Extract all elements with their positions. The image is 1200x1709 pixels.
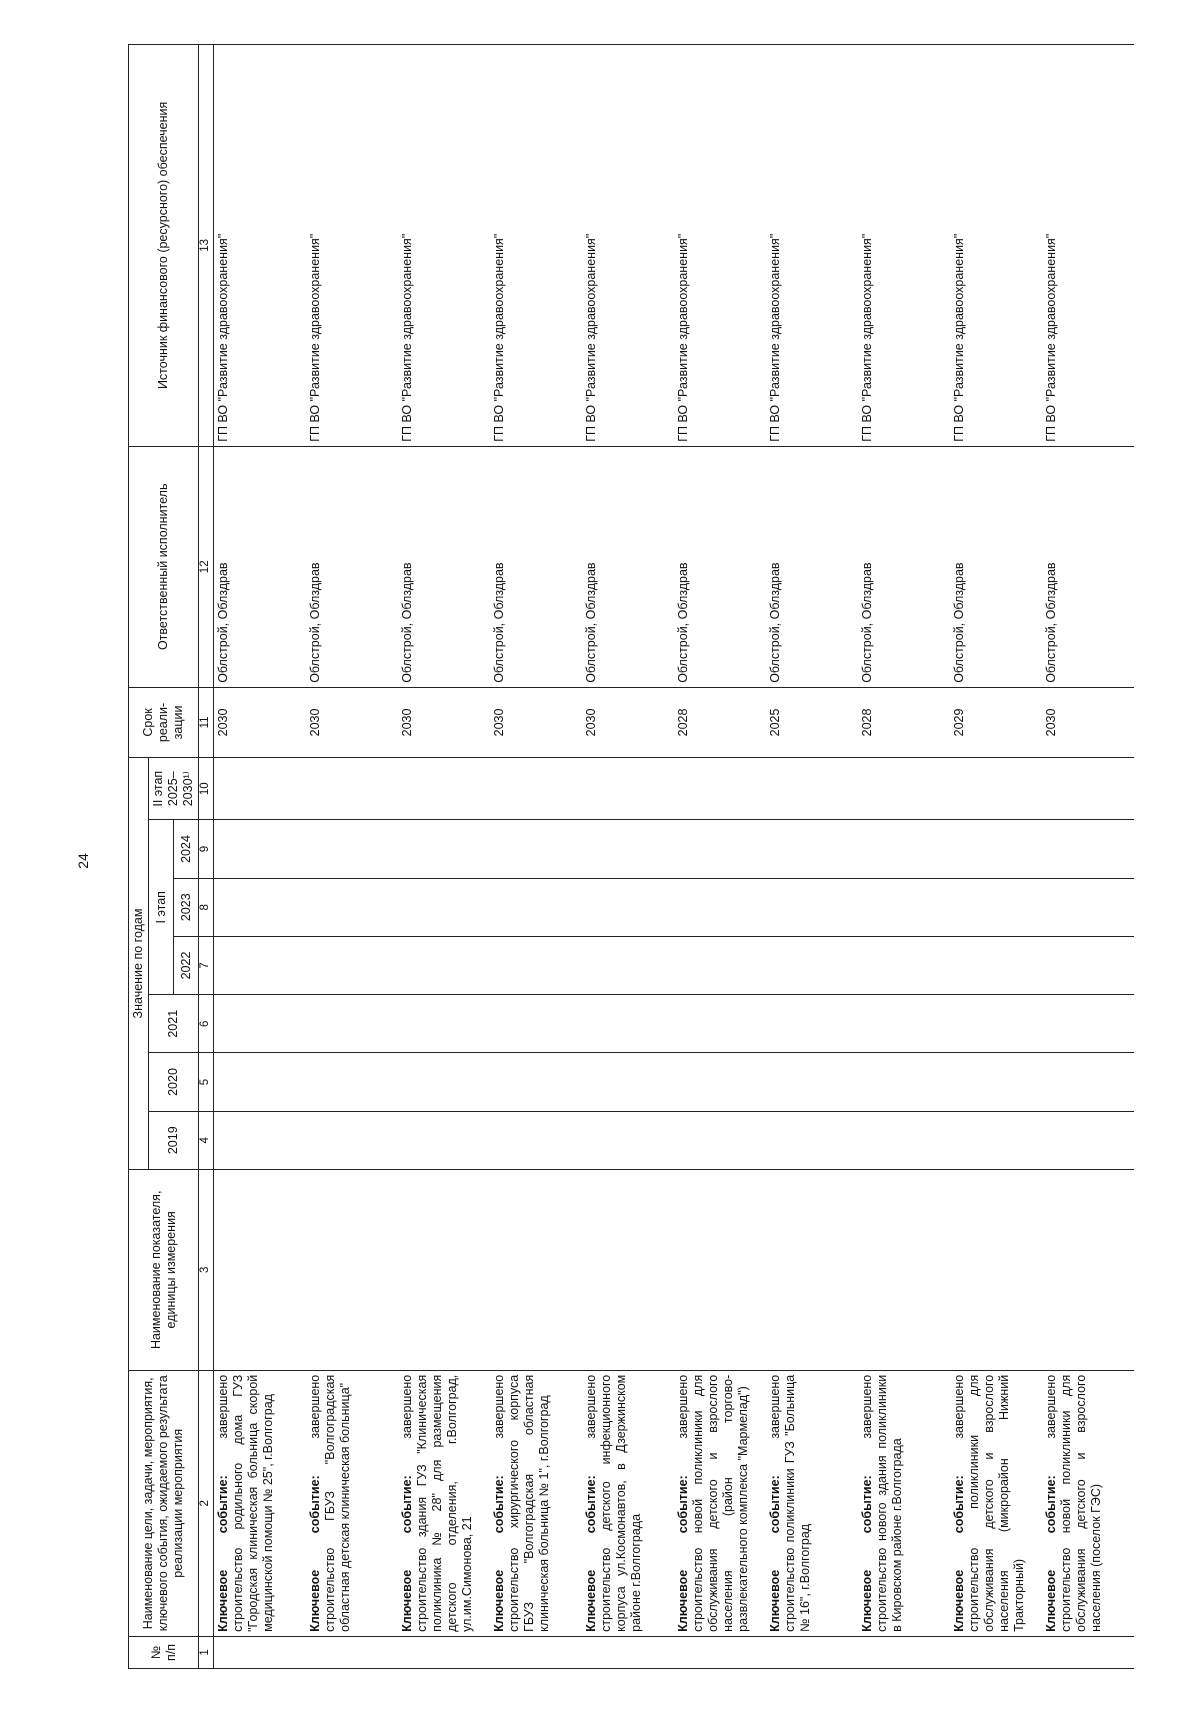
- cell-executor: Облстрой, Облздрав: [490, 446, 582, 687]
- cell-num: [398, 1636, 490, 1668]
- table-row: [1042, 45, 1134, 1669]
- cell-2024: [766, 820, 858, 878]
- cell-num: [674, 1636, 766, 1668]
- key-event-label: Ключевое событие:: [676, 1475, 690, 1632]
- cell-executor: Облстрой, Облздрав: [1042, 446, 1134, 687]
- cell-source: ГП ВО "Развитие здравоохранения": [766, 45, 858, 447]
- cell-2020: [674, 1053, 766, 1111]
- cell-2019: [306, 1111, 398, 1169]
- column-number: 11: [199, 687, 214, 757]
- cell-2019: [582, 1111, 674, 1169]
- header-year-2021: 2021: [149, 995, 199, 1053]
- cell-indicator: [950, 1169, 1042, 1370]
- cell-executor: Облстрой, Облздрав: [398, 446, 490, 687]
- cell-2023: [306, 878, 398, 936]
- cell-deadline: 2025: [766, 687, 858, 757]
- cell-description: [674, 1370, 766, 1636]
- cell-executor: Облстрой, Облздрав: [214, 446, 307, 687]
- cell-description: [490, 1370, 582, 1636]
- cell-indicator: [858, 1169, 950, 1370]
- cell-description: [214, 1370, 307, 1636]
- header-year-2023: 2023: [174, 878, 199, 936]
- cell-source: ГП ВО "Развитие здравоохранения": [214, 45, 307, 447]
- cell-num: [582, 1636, 674, 1668]
- cell-2022: [306, 936, 398, 994]
- table-row: [582, 45, 674, 1669]
- cell-num: [306, 1636, 398, 1668]
- cell-2019: [950, 1111, 1042, 1169]
- header-executor: Ответственный исполнитель: [129, 446, 199, 687]
- cell-indicator: [398, 1169, 490, 1370]
- key-event-text: завершено строительство нового здания поликлиники в Кировском районе г.Волгограда: [860, 1374, 904, 1632]
- cell-2024: [582, 820, 674, 878]
- key-event-label: Ключевое событие:: [308, 1475, 322, 1632]
- cell-stage-2: [858, 758, 950, 820]
- cell-stage-2: [1042, 758, 1134, 820]
- cell-2023: [214, 878, 307, 936]
- key-event-label: Ключевое событие:: [584, 1475, 598, 1632]
- cell-executor: Облстрой, Облздрав: [950, 446, 1042, 687]
- cell-2019: [1042, 1111, 1134, 1169]
- key-event-text: завершено строительство поликлиники ГУЗ "Больница № 16", г.Волгоград: [768, 1374, 812, 1632]
- cell-2023: [582, 878, 674, 936]
- cell-description: [1042, 1370, 1134, 1636]
- cell-2022: [674, 936, 766, 994]
- cell-2022: [582, 936, 674, 994]
- column-number: 4: [199, 1111, 214, 1169]
- cell-deadline: 2028: [674, 687, 766, 757]
- cell-2022: [214, 936, 307, 994]
- table-row: [490, 45, 582, 1669]
- cell-2021: [858, 995, 950, 1053]
- header-values-by-year: Значение по годам: [129, 758, 149, 1170]
- cell-num: [1042, 1636, 1134, 1668]
- cell-stage-2: [214, 758, 307, 820]
- header-deadline: Срок реали- зации: [129, 687, 199, 757]
- cell-2020: [858, 1053, 950, 1111]
- cell-2021: [306, 995, 398, 1053]
- cell-indicator: [490, 1169, 582, 1370]
- cell-2023: [674, 878, 766, 936]
- cell-2024: [306, 820, 398, 878]
- cell-source: ГП ВО "Развитие здравоохранения": [490, 45, 582, 447]
- cell-2021: [490, 995, 582, 1053]
- table-row: [766, 45, 858, 1669]
- table-row: [674, 45, 766, 1669]
- cell-indicator: [306, 1169, 398, 1370]
- cell-2023: [490, 878, 582, 936]
- key-event-text: завершено строительство хирургического корпуса ГБУЗ "Волгоградская областная клиническая больница № 1", г.Волгоград: [492, 1374, 551, 1632]
- column-number: 12: [199, 446, 214, 687]
- cell-2021: [214, 995, 307, 1053]
- cell-source: ГП ВО "Развитие здравоохранения": [858, 45, 950, 447]
- cell-2019: [674, 1111, 766, 1169]
- cell-2019: [214, 1111, 307, 1169]
- cell-executor: Облстрой, Облздрав: [582, 446, 674, 687]
- cell-2021: [950, 995, 1042, 1053]
- key-event-text: завершено строительство новой поликлиники для обслуживания детского и взрослого населения (район торгово-развлекательного комплекса "Мармелад"): [676, 1374, 750, 1632]
- cell-2024: [398, 820, 490, 878]
- table-row: [950, 45, 1042, 1669]
- cell-source: ГП ВО "Развитие здравоохранения": [398, 45, 490, 447]
- header-stage-1: I этап: [149, 820, 174, 995]
- cell-2022: [398, 936, 490, 994]
- key-event-text: завершено строительство ГБУЗ "Волгоградская областная детская клиническая больница": [308, 1374, 352, 1632]
- key-event-label: Ключевое событие:: [860, 1475, 874, 1632]
- header-name: Наименование цели, задачи, мероприятия, ключевого события, ожидаемого результата реализации мероприятия: [129, 1370, 199, 1636]
- key-event-label: Ключевое событие:: [400, 1475, 414, 1632]
- cell-source: ГП ВО "Развитие здравоохранения": [582, 45, 674, 447]
- column-number: 8: [199, 878, 214, 936]
- cell-indicator: [582, 1169, 674, 1370]
- plan-table: [128, 44, 1134, 1669]
- page-number: 24: [74, 853, 91, 869]
- cell-deadline: 2030: [398, 687, 490, 757]
- table-row: [214, 45, 307, 1669]
- cell-2024: [858, 820, 950, 878]
- column-number: 13: [199, 45, 214, 447]
- column-number: 10: [199, 758, 214, 820]
- key-event-label: Ключевое событие:: [1044, 1475, 1058, 1632]
- cell-executor: Облстрой, Облздрав: [766, 446, 858, 687]
- cell-2019: [490, 1111, 582, 1169]
- key-event-label: Ключевое событие:: [216, 1475, 230, 1632]
- header-stage-2: II этап 2025– 2030¹⁾: [149, 758, 199, 820]
- cell-source: ГП ВО "Развитие здравоохранения": [1042, 45, 1134, 447]
- cell-2019: [766, 1111, 858, 1169]
- cell-2024: [490, 820, 582, 878]
- cell-num: [950, 1636, 1042, 1668]
- key-event-label: Ключевое событие:: [492, 1475, 506, 1632]
- cell-deadline: 2030: [306, 687, 398, 757]
- cell-stage-2: [950, 758, 1042, 820]
- cell-deadline: 2030: [214, 687, 307, 757]
- cell-2023: [858, 878, 950, 936]
- column-number: 5: [199, 1053, 214, 1111]
- cell-stage-2: [306, 758, 398, 820]
- cell-deadline: 2030: [582, 687, 674, 757]
- cell-2022: [1042, 936, 1134, 994]
- table-row: [398, 45, 490, 1669]
- cell-2022: [766, 936, 858, 994]
- cell-2023: [950, 878, 1042, 936]
- header-indicator: Наименование показателя, единицы измерения: [129, 1169, 199, 1370]
- cell-2021: [674, 995, 766, 1053]
- key-event-text: завершено строительство поликлиники для обслуживания детского и взрослого населения (микрорайон Нижний Тракторный): [952, 1374, 1026, 1632]
- cell-2020: [490, 1053, 582, 1111]
- header-year-2020: 2020: [149, 1053, 199, 1111]
- cell-description: [950, 1370, 1042, 1636]
- cell-stage-2: [766, 758, 858, 820]
- cell-description: [858, 1370, 950, 1636]
- key-event-text: завершено строительство здания ГУЗ "Клиническая поликлиника № 28" для размещения детского отделения, г.Волгоград, ул.им.Симонова, 21: [400, 1374, 474, 1632]
- column-number: 7: [199, 936, 214, 994]
- header-num: № п/п: [129, 1636, 199, 1668]
- cell-2024: [1042, 820, 1134, 878]
- cell-description: [398, 1370, 490, 1636]
- key-event-label: Ключевое событие:: [952, 1475, 966, 1632]
- header-source: Источник финансового (ресурсного) обеспечения: [129, 45, 199, 447]
- column-number: 6: [199, 995, 214, 1053]
- column-number: 3: [199, 1169, 214, 1370]
- cell-description: [306, 1370, 398, 1636]
- cell-deadline: 2030: [490, 687, 582, 757]
- cell-num: [766, 1636, 858, 1668]
- cell-stage-2: [398, 758, 490, 820]
- cell-2021: [398, 995, 490, 1053]
- cell-indicator: [766, 1169, 858, 1370]
- cell-stage-2: [582, 758, 674, 820]
- cell-description: [766, 1370, 858, 1636]
- column-number: 9: [199, 820, 214, 878]
- cell-deadline: 2029: [950, 687, 1042, 757]
- cell-source: ГП ВО "Развитие здравоохранения": [950, 45, 1042, 447]
- cell-2023: [1042, 878, 1134, 936]
- header-year-2022: 2022: [174, 936, 199, 994]
- column-number: 1: [199, 1636, 214, 1668]
- cell-num: [858, 1636, 950, 1668]
- cell-2022: [950, 936, 1042, 994]
- cell-executor: Облстрой, Облздрав: [306, 446, 398, 687]
- cell-2020: [582, 1053, 674, 1111]
- cell-stage-2: [674, 758, 766, 820]
- header-year-2024: 2024: [174, 820, 199, 878]
- cell-2024: [214, 820, 307, 878]
- cell-2019: [858, 1111, 950, 1169]
- cell-indicator: [214, 1169, 307, 1370]
- cell-2020: [214, 1053, 307, 1111]
- cell-2024: [674, 820, 766, 878]
- cell-2021: [766, 995, 858, 1053]
- cell-deadline: 2030: [1042, 687, 1134, 757]
- cell-2022: [490, 936, 582, 994]
- cell-executor: Облстрой, Облздрав: [858, 446, 950, 687]
- cell-executor: Облстрой, Облздрав: [674, 446, 766, 687]
- cell-stage-2: [490, 758, 582, 820]
- cell-num: [214, 1636, 307, 1668]
- cell-2020: [1042, 1053, 1134, 1111]
- key-event-text: завершено строительство новой поликлиники для обслуживания детского и взрослого населения (поселок ГЭС): [1044, 1374, 1103, 1632]
- header-year-2019: 2019: [149, 1111, 199, 1169]
- cell-description: [582, 1370, 674, 1636]
- column-number: 2: [199, 1370, 214, 1636]
- cell-2023: [766, 878, 858, 936]
- cell-2020: [950, 1053, 1042, 1111]
- table-row: [858, 45, 950, 1669]
- cell-2022: [858, 936, 950, 994]
- table-row: [306, 45, 398, 1669]
- cell-2019: [398, 1111, 490, 1169]
- cell-2020: [766, 1053, 858, 1111]
- cell-2023: [398, 878, 490, 936]
- key-event-text: завершено строительство детского инфекционного корпуса ул.Космонавтов, в Дзержинском районе г.Волгограда: [584, 1374, 643, 1632]
- cell-indicator: [1042, 1169, 1134, 1370]
- cell-source: ГП ВО "Развитие здравоохранения": [306, 45, 398, 447]
- table-body: [214, 45, 1135, 1669]
- key-event-text: завершено строительство родильного дома ГУЗ "Городская клиническая больница скорой медицинской помощи № 25", г.Волгоград: [216, 1374, 275, 1632]
- cell-2021: [582, 995, 674, 1053]
- cell-2021: [1042, 995, 1134, 1053]
- cell-2020: [398, 1053, 490, 1111]
- cell-2024: [950, 820, 1042, 878]
- cell-indicator: [674, 1169, 766, 1370]
- cell-deadline: 2028: [858, 687, 950, 757]
- cell-source: ГП ВО "Развитие здравоохранения": [674, 45, 766, 447]
- cell-num: [490, 1636, 582, 1668]
- key-event-label: Ключевое событие:: [768, 1475, 782, 1632]
- cell-2020: [306, 1053, 398, 1111]
